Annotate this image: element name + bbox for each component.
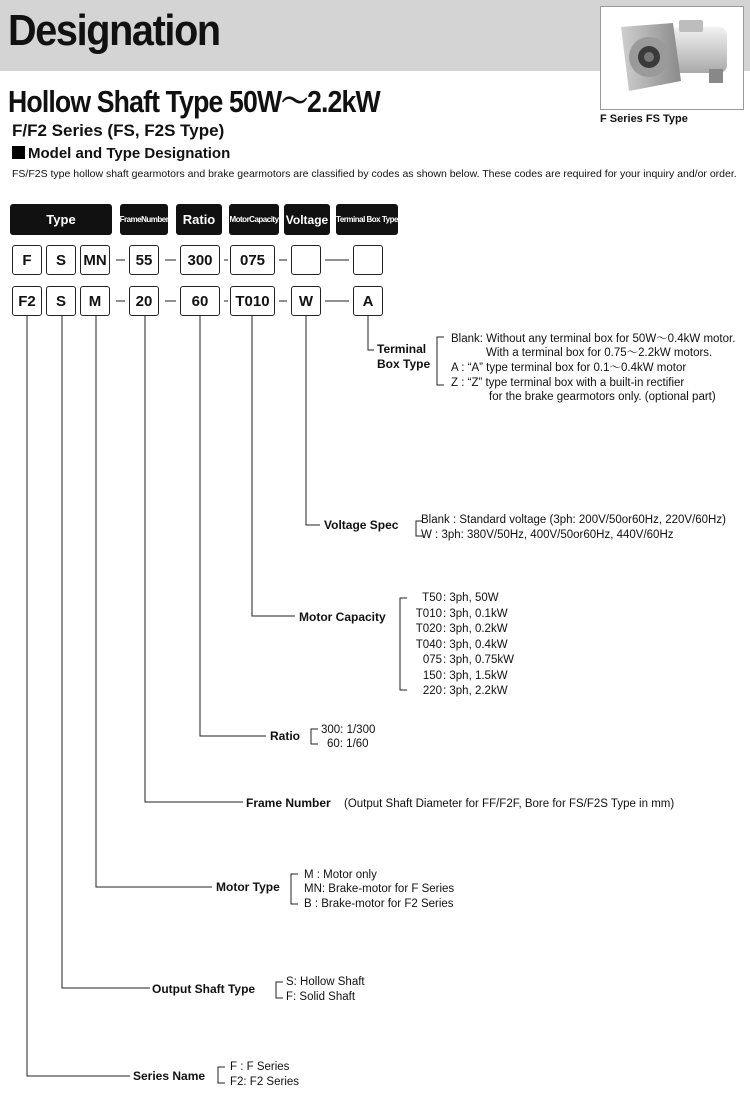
motor-capacity-codes [408,591,442,700]
motor-capacity-label: Motor Capacity [299,610,386,624]
voltage-spec-line: Blank : Standard voltage (3ph: 200V/50or60Hz, 220V/60Hz) [421,514,726,526]
output-shaft-line: S: Hollow Shaft [286,976,365,988]
code-box-ratio-2: 60 [180,286,220,316]
capacity-code: T50 [422,592,442,604]
terminal-box-label-1: Terminal [377,342,427,356]
voltage-spec-label: Voltage Spec [324,518,399,532]
code-box-ratio-1: 300 [180,245,220,275]
capacity-value: : 3ph, 0.2kW [443,623,508,635]
series-heading: F/F2 Series (FS, F2S Type) [12,121,225,140]
code-box-frame-1: 55 [129,245,159,275]
header-type: Type [10,204,112,235]
capacity-value: : 3ph, 0.75kW [443,654,514,666]
code-box-shaft-1: S [46,245,76,275]
code-box-motor-1: MN [80,245,110,275]
header-ratio: Ratio [176,204,222,235]
terminal-box-line: for the brake gearmotors only. (optional part) [489,391,716,403]
ratio-line: 300: 1/300 [321,724,376,736]
capacity-code: T040 [415,638,442,651]
motor-capacity-values [443,591,514,700]
capacity-value: : 3ph, 0.1kW [443,607,508,620]
capacity-code: 075 [422,654,442,666]
model-heading-text: Model and Type Designation [28,145,231,162]
frame-number-label: Frame Number [246,796,331,810]
series-name-line: F : F Series [230,1061,290,1073]
code-box-terminal-2: A [353,286,383,316]
header-voltage: Voltage [284,204,330,235]
ratio-label: Ratio [270,729,300,743]
motor-type-line: MN: Brake-motor for F Series [304,883,455,895]
terminal-box-line: A : “A” type terminal box for 0.1〜0.4kW motor [451,362,687,374]
terminal-box-line: Blank: Without any terminal box for 50W〜0.4kW motor. [451,333,736,345]
ratio-line: 60: 1/60 [327,738,369,750]
capacity-code: T010 [415,607,442,620]
capacity-value: : 3ph, 1.5kW [443,669,508,682]
page-title: Designation [8,6,220,55]
capacity-code: T020 [415,623,442,635]
motor-type-line: B : Brake-motor for F2 Series [304,898,454,910]
voltage-spec-line: W : 3ph: 380V/50Hz, 400V/50or60Hz, 440V/60Hz [421,529,674,541]
capacity-code: 220 [422,685,442,697]
header-motor-capacity: MotorCapacity [229,204,279,235]
capacity-value: : 3ph, 2.2kW [443,685,508,697]
terminal-box-label-2: Box Type [377,357,431,371]
series-name-label: Series Name [133,1069,206,1083]
motor-type-line: M : Motor only [304,869,377,881]
code-box-capacity-2: T010 [230,286,275,316]
intro-text: FS/F2S type hollow shaft gearmotors and brake gearmotors are classified by codes as shown below. These codes are required for your inquiry and/or order. [12,168,737,180]
page-subtitle: Hollow Shaft Type 50W〜2.2kW [8,84,380,119]
motor-type-label: Motor Type [216,880,280,894]
code-box-series-2: F2 [12,286,42,316]
frame-number-text: (Output Shaft Diameter for FF/F2F, Bore for FS/F2S Type in mm) [344,798,675,810]
capacity-code: 150 [422,669,442,682]
photo-caption: F Series FS Type [600,113,688,125]
capacity-value: : 3ph, 0.4kW [443,638,508,651]
code-box-series-1: F [12,245,42,275]
header-frame-number: FrameNumber [120,204,168,235]
code-box-frame-2: 20 [129,286,159,316]
terminal-box-line: Z : “Z” type terminal box with a built-in rectifier [451,377,685,389]
series-name-line: F2: F2 Series [230,1076,300,1088]
code-box-voltage-2: W [291,286,321,316]
capacity-value: : 3ph, 50W [443,592,499,604]
code-box-motor-2: M [80,286,110,316]
code-box-capacity-1: 075 [230,245,275,275]
output-shaft-type-label: Output Shaft Type [152,982,256,996]
output-shaft-line: F: Solid Shaft [286,991,356,1003]
header-terminal-box-type: Terminal Box Type [336,204,398,235]
code-box-shaft-2: S [46,286,76,316]
terminal-box-line: With a terminal box for 0.75〜2.2kW motors. [486,347,713,359]
